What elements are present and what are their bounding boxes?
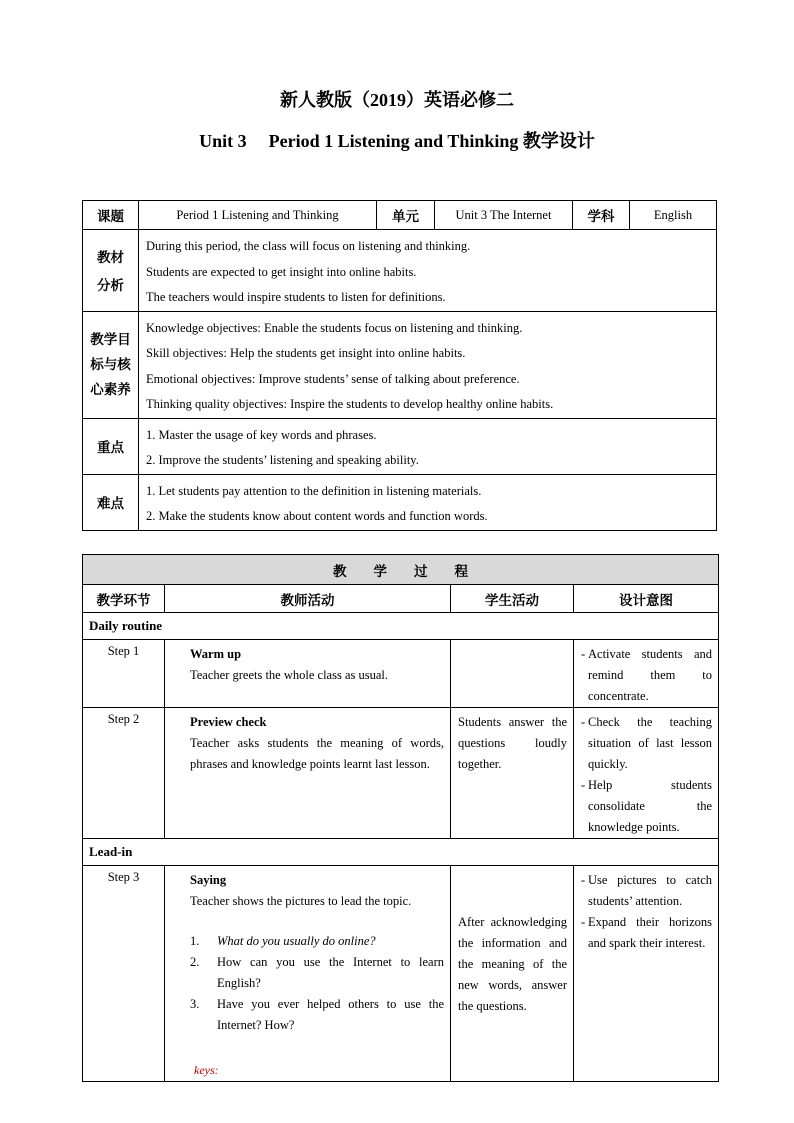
- intent-item: [581, 712, 712, 775]
- step2-heading: Preview check: [190, 715, 267, 729]
- text-line: Knowledge objectives: Enable the students focus on listening and thinking.: [146, 320, 523, 335]
- question-number: 1.: [190, 934, 200, 948]
- section-row-daily: [83, 613, 719, 640]
- text-line: The teachers would inspire students to listen for definitions.: [146, 290, 446, 304]
- material-analysis-label: [83, 230, 139, 312]
- unit-value: Unit 3 The Internet: [435, 201, 573, 230]
- text-line: 2. Make the students know about content words and function words.: [146, 509, 488, 523]
- lesson-info-table: [82, 200, 717, 531]
- material-analysis-row: [83, 230, 717, 312]
- question-item: [190, 952, 444, 994]
- step1-teacher-activity: [165, 640, 451, 708]
- intent-item: [581, 775, 712, 838]
- step3-teacher-activity: [165, 866, 451, 1082]
- question-number: 3.: [190, 997, 200, 1011]
- intent-text: Activate students and remind them to concentrate.: [588, 647, 712, 703]
- step1-heading: Warm up: [190, 647, 242, 661]
- question-text: Have you ever helped others to use the Internet? How?: [217, 997, 444, 1032]
- objectives-label: [83, 311, 139, 418]
- question-item: [190, 994, 444, 1036]
- subtitle-unit: Unit 3: [199, 131, 247, 151]
- intent-item: [581, 912, 712, 954]
- question-item: [190, 931, 444, 952]
- label-line: 心素养: [90, 382, 131, 397]
- section-lead-in: Lead-in: [83, 839, 719, 866]
- difficult-points-content: [139, 474, 717, 530]
- teaching-process-table: [82, 554, 719, 1082]
- step1-student-activity: [451, 640, 574, 708]
- subtitle-period: Period 1 Listening and Thinking 教学设计: [268, 131, 595, 151]
- question-number: 2.: [190, 955, 200, 969]
- step1-design-intent: [574, 640, 719, 708]
- step3-design-intent: [574, 866, 719, 1082]
- col-header-teacher: 教师活动: [165, 585, 451, 613]
- objectives-content: [139, 311, 717, 418]
- step3-label: Step 3: [83, 866, 165, 1082]
- dash-bullet: -: [581, 915, 586, 929]
- text-line: 1. Let students pay attention to the definition in listening materials.: [146, 483, 482, 498]
- step3-row: [83, 866, 719, 1082]
- text-line: Skill objectives: Help the students get insight into online habits.: [146, 346, 466, 360]
- dash-bullet: -: [581, 647, 586, 661]
- step2-student-activity: Students answer the questions loudly together.: [451, 708, 574, 839]
- objectives-row: [83, 311, 717, 418]
- text-line: 1. Master the usage of key words and phrases.: [146, 427, 377, 442]
- intent-text: Check the teaching situation of last lesson quickly.: [588, 715, 712, 771]
- text-line: Thinking quality objectives: Inspire the students to develop healthy online habits.: [146, 397, 554, 411]
- question-text: How can you use the Internet to learn English?: [217, 955, 444, 990]
- step2-design-intent: [574, 708, 719, 839]
- step2-teacher-activity: [165, 708, 451, 839]
- key-points-label: 重点: [83, 418, 139, 474]
- intent-text: Help students consolidate the knowledge points.: [588, 778, 712, 834]
- document-title: 新人教版（2019）英语必修二: [280, 90, 514, 110]
- step2-teacher-text: Teacher asks students the meaning of words, phrases and knowledge points learnt last lesson.: [190, 736, 444, 771]
- label-line: 标与核: [90, 357, 131, 372]
- step2-label: Step 2: [83, 708, 165, 839]
- col-header-stage: 教学环节: [83, 585, 165, 613]
- text-line: Emotional objectives: Improve students’ sense of talking about preference.: [146, 371, 520, 386]
- difficult-points-row: [83, 474, 717, 530]
- text-line: Students are expected to get insight into online habits.: [146, 264, 417, 279]
- intent-item: [581, 870, 712, 912]
- process-header-row: [83, 585, 719, 613]
- intent-text: Use pictures to catch students’ attention.: [588, 873, 712, 908]
- subject-value: English: [630, 201, 717, 230]
- step3-student-activity: After acknowledging the information and the meaning of the new words, answer the questions.: [451, 866, 574, 1082]
- col-header-student: 学生活动: [451, 585, 574, 613]
- dash-bullet: -: [581, 873, 586, 887]
- intent-text: Expand their horizons and spark their interest.: [588, 915, 712, 950]
- section-row-leadin: [83, 839, 719, 866]
- process-banner: 教 学 过 程: [83, 555, 719, 585]
- material-analysis-content: [139, 230, 717, 312]
- dash-bullet: -: [581, 778, 586, 792]
- text-line: During this period, the class will focus on listening and thinking.: [146, 239, 471, 253]
- process-banner-row: [83, 555, 719, 585]
- section-daily-routine: Daily routine: [83, 613, 719, 640]
- keys-label: keys:: [194, 1063, 219, 1077]
- intent-item: [581, 644, 712, 707]
- difficult-points-label: 难点: [83, 474, 139, 530]
- subject-label: 学科: [573, 201, 630, 230]
- step3-heading: Saying: [190, 873, 227, 887]
- step1-teacher-text: Teacher greets the whole class as usual.: [190, 668, 389, 682]
- dash-bullet: -: [581, 715, 586, 729]
- label-line: 教材: [97, 250, 124, 266]
- document-subtitle: [0, 127, 794, 153]
- step1-row: [83, 640, 719, 708]
- unit-label: 单元: [377, 201, 435, 230]
- col-header-intent: 设计意图: [574, 585, 719, 613]
- key-points-row: [83, 418, 717, 474]
- label-line: 分析: [97, 278, 124, 294]
- key-points-content: [139, 418, 717, 474]
- topic-value: Period 1 Listening and Thinking: [139, 201, 377, 230]
- label-line: 教学目: [90, 332, 131, 347]
- topic-label: 课题: [83, 201, 139, 230]
- question-text: What do you usually do online?: [217, 934, 376, 948]
- info-row-header: [83, 201, 717, 230]
- step2-row: [83, 708, 719, 839]
- text-line: 2. Improve the students’ listening and speaking ability.: [146, 453, 419, 467]
- step1-label: Step 1: [83, 640, 165, 708]
- step3-teacher-text: Teacher shows the pictures to lead the topic.: [190, 894, 412, 908]
